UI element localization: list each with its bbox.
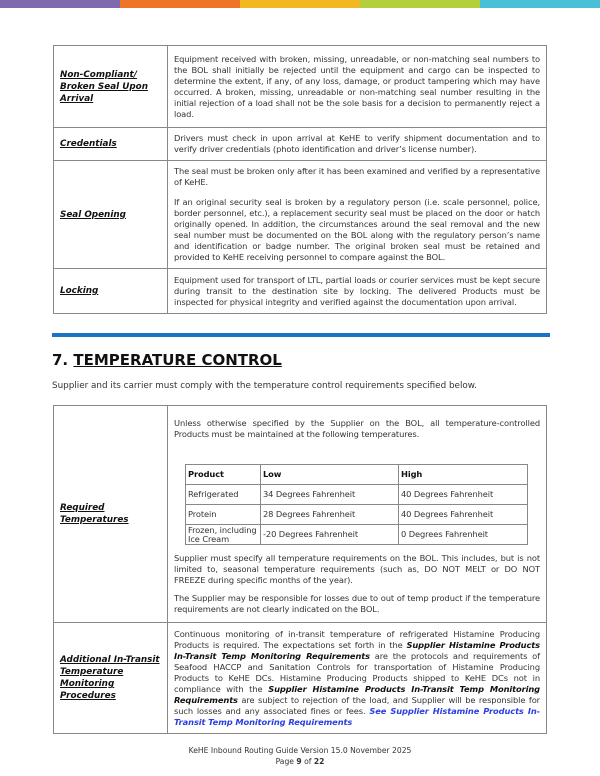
paragraph: The Supplier may be responsible for losses due to out of temp product if the temperature requirements are not clearly indicated on the BOL. bbox=[174, 593, 540, 614]
emphasis: Supplier Histamine Products In-Transit Temp Monitoring Requirements bbox=[174, 683, 540, 705]
temperature-ranges-table bbox=[185, 464, 528, 545]
section-intro: Supplier and its carrier must comply with the temperature control requirements specified below. bbox=[52, 381, 477, 391]
row-description bbox=[168, 161, 547, 269]
page-number bbox=[0, 756, 600, 767]
header-cell: Low bbox=[261, 465, 399, 485]
color-bar-segment bbox=[360, 0, 480, 8]
table-row bbox=[54, 623, 547, 734]
table-row bbox=[54, 128, 547, 161]
table-row bbox=[54, 46, 547, 128]
current-page: 9 bbox=[296, 757, 302, 766]
paragraph: Equipment used for transport of LTL, partial loads or courier services must be kept secure during transit to the destination site by locking. The delivered Products must be inspected for physical integrity and verified against the documentation upon arrival. bbox=[174, 274, 540, 307]
emphasis: Supplier Histamine Products In-Transit Temp Monitoring Requirements bbox=[174, 639, 540, 661]
text: Continuous monitoring of in-transit temperature of refrigerated Histamine Producing Products is required. The expectations set forth in the bbox=[174, 628, 540, 650]
cell: 28 Degrees Fahrenheit bbox=[261, 505, 399, 525]
row-description bbox=[168, 128, 547, 161]
page-footer bbox=[0, 745, 600, 767]
row-description bbox=[168, 406, 547, 623]
of-label: of bbox=[304, 757, 312, 766]
table-row bbox=[186, 525, 528, 545]
color-bar-segment bbox=[480, 0, 600, 8]
paragraph bbox=[174, 629, 540, 728]
row-label: Credentials bbox=[54, 128, 168, 161]
cell: -20 Degrees Fahrenheit bbox=[261, 525, 399, 545]
paragraph: The seal must be broken only after it has been examined and verified by a representative of KeHE. bbox=[174, 166, 540, 187]
cell: Frozen, including Ice Cream bbox=[186, 525, 261, 545]
cell: 40 Degrees Fahrenheit bbox=[399, 505, 528, 525]
paragraph: Drivers must check in upon arrival at KeHE to verify shipment documentation and to verify driver credentials (photo identification and driver’s license number). bbox=[174, 133, 540, 154]
text: are the protocols and requirements of Seafood HACCP and Sanitation Controls for transportation of Histamine Producing Products to KeHE DCs. Histamine Producing Products shipped to KeHE DCs not in compliance with the bbox=[174, 650, 540, 694]
row-label: Additional In-Transit Temperature Monitoring Procedures bbox=[54, 623, 168, 734]
table-row bbox=[54, 406, 547, 623]
section-divider bbox=[52, 333, 550, 337]
page-label: Page bbox=[275, 757, 294, 766]
row-label: Non-Compliant/ Broken Seal Upon Arrival bbox=[54, 46, 168, 128]
paragraph: Unless otherwise specified by the Supplier on the BOL, all temperature-controlled Products must be maintained at the following temperatures. bbox=[174, 418, 540, 439]
row-description bbox=[168, 269, 547, 314]
header-cell: Product bbox=[186, 465, 261, 485]
temperature-table bbox=[53, 405, 547, 734]
section-title: TEMPERATURE CONTROL bbox=[73, 351, 282, 369]
cell: 40 Degrees Fahrenheit bbox=[399, 485, 528, 505]
row-label: Required Temperatures bbox=[54, 406, 168, 623]
row-label: Locking bbox=[54, 269, 168, 314]
header-cell: High bbox=[399, 465, 528, 485]
table-row bbox=[186, 505, 528, 525]
section-heading bbox=[52, 350, 282, 370]
row-description bbox=[168, 46, 547, 128]
paragraph: Supplier must specify all temperature requirements on the BOL. This includes, but is not limited to, seasonal temperature requirements (such as, DO NOT MELT or DO NOT FREEZE during specific months of the year). bbox=[174, 553, 540, 585]
footer-title: KeHE Inbound Routing Guide Version 15.0 November 2025 bbox=[188, 746, 412, 755]
cell: Refrigerated bbox=[186, 485, 261, 505]
seal-requirements-table bbox=[53, 45, 547, 314]
color-bar-segment bbox=[120, 0, 240, 8]
table-row bbox=[186, 485, 528, 505]
cell: 34 Degrees Fahrenheit bbox=[261, 485, 399, 505]
color-bar-segment bbox=[240, 0, 360, 8]
row-description bbox=[168, 623, 547, 734]
table-row bbox=[54, 161, 547, 269]
text: are subject to rejection of the load, and Supplier will be responsible for such losses and any associated fines or fees. bbox=[174, 694, 540, 716]
color-bar-segment bbox=[0, 0, 120, 8]
paragraph: Equipment received with broken, missing, unreadable, or non-matching seal numbers to the BOL shall initially be rejected until the equipment and cargo can be inspected to determine the extent, if any, of any loss, damage, or product tampering which may have occurred. A broken, missing, unreadable or non-matching seal number resulting in the initial rejection of a load shall not be the sole basis for a decision to permanently reject a load. bbox=[174, 53, 540, 119]
total-pages: 22 bbox=[313, 757, 325, 766]
color-bar bbox=[0, 0, 600, 8]
paragraph: If an original security seal is broken by a regulatory person (i.e. scale personnel, police, border personnel, etc.), a replacement security seal must be placed on the door or hatch originally opened. In addition, the circumstances around the seal removal and the new seal number must be documented on the BOL along with the regulatory person’s name and identification or badge number. The original broken seal must be retained and provided to KeHE receiving personnel to compare against the BOL. bbox=[174, 197, 540, 262]
section-number: 7. bbox=[52, 351, 69, 369]
row-label: Seal Opening bbox=[54, 161, 168, 269]
table-row bbox=[54, 269, 547, 314]
table-header-row bbox=[186, 465, 528, 485]
cell: Protein bbox=[186, 505, 261, 525]
requirements-link[interactable]: See Supplier Histamine Products In-Transit Temp Monitoring Requirements bbox=[174, 705, 540, 727]
cell: 0 Degrees Fahrenheit bbox=[399, 525, 528, 545]
